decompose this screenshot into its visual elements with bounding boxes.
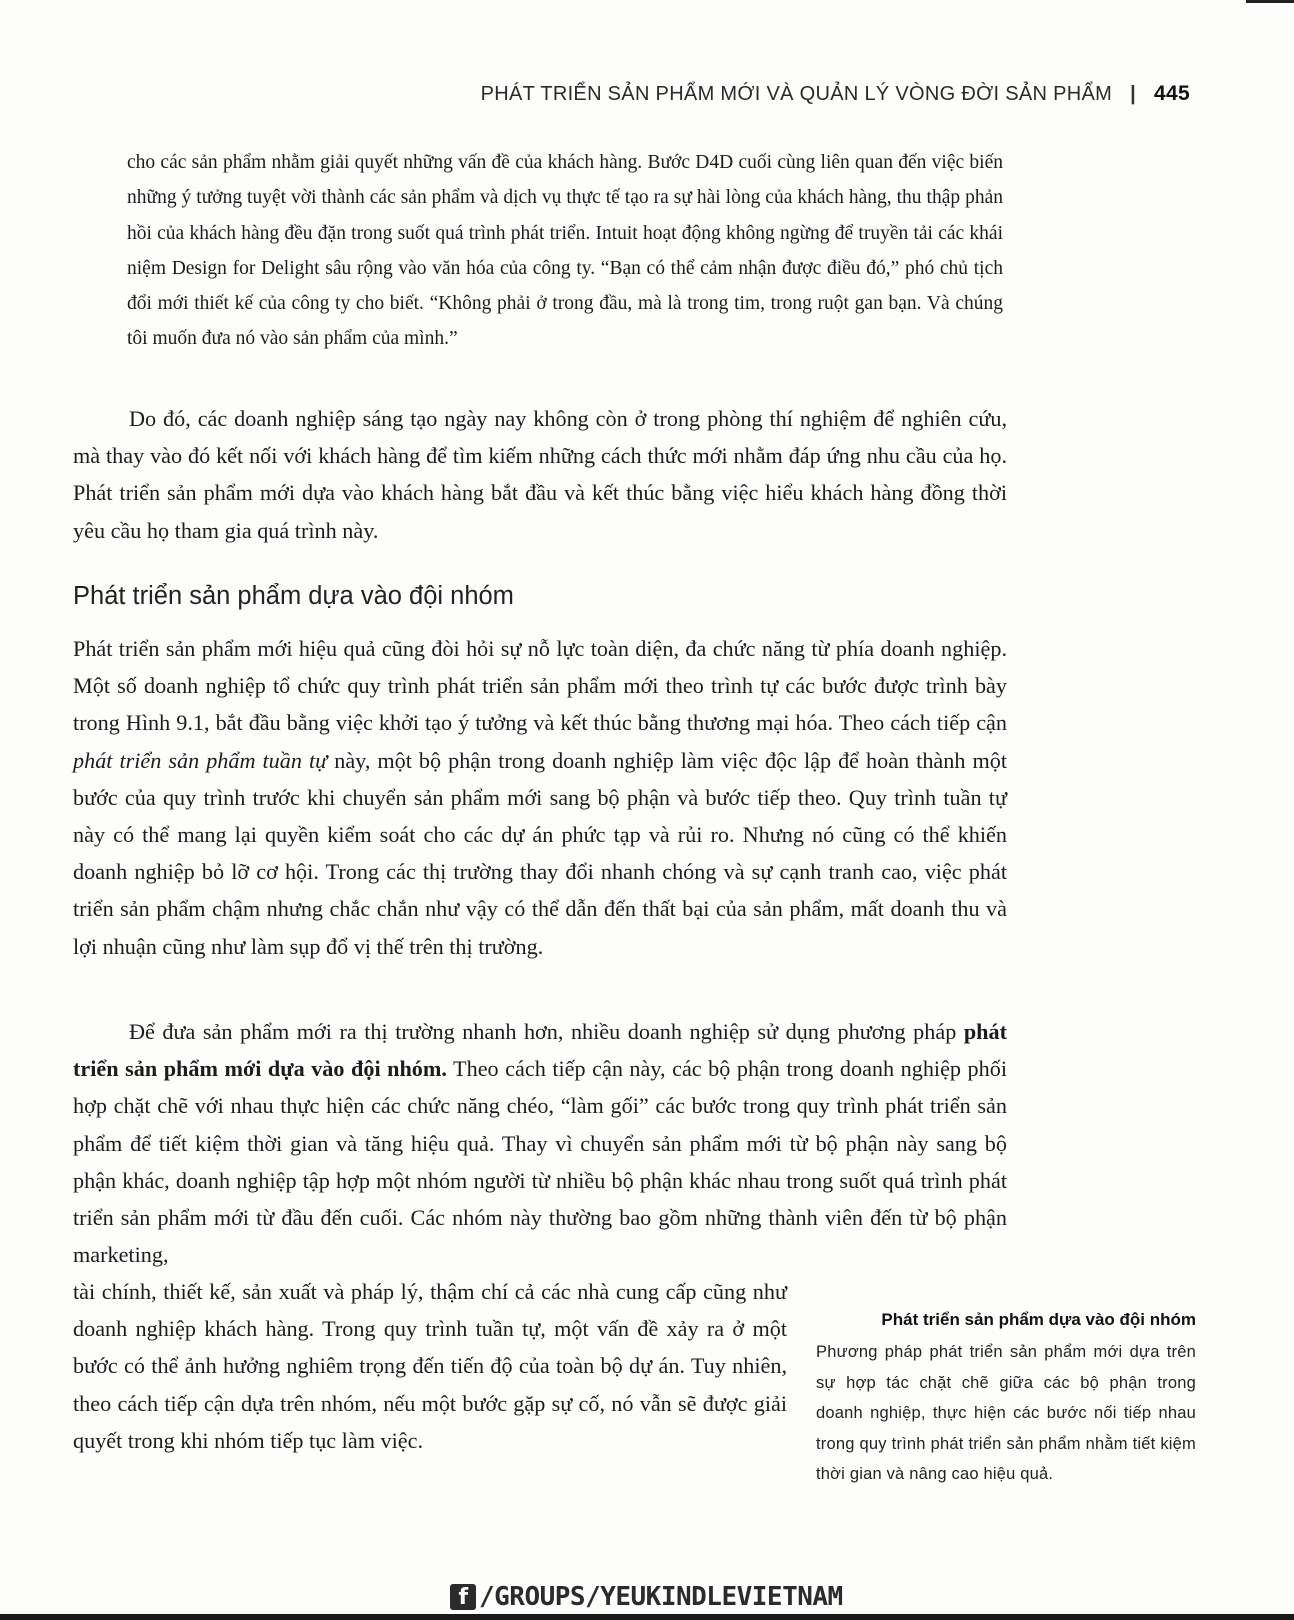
paragraph-3-text-end: này, một bộ phận trong doanh nghiệp làm việc độc lập để hoàn thành một bước của quy trình trước khi chuyển sản phẩm mới sang bộ phận và bước tiếp theo. Quy trình tuần tự này có thể mang lại quyền kiểm soát cho các dự án phức tạp và rủi ro. Nhưng nó cũng có thể khiến doanh nghiệp bỏ lỡ cơ hội. Trong các thị trường thay đổi nhanh chóng và sự cạnh tranh cao, việc phát triển sản phẩm chậm nhưng chắc chắn như vậy có thể dẫn đến thất bại của sản phẩm, mất doanh thu và lợi nhuận cũng như làm sụp đổ vị thế trên thị trường.: [73, 747, 1007, 959]
body-paragraph-3: [73, 630, 1007, 965]
header-separator: |: [1130, 82, 1137, 105]
body-paragraph-4-continuation: tài chính, thiết kế, sản xuất và pháp lý, thậm chí cả các nhà cung cấp cũng như doanh nghiệp khách hàng. Trong quy trình tuần tự, một vấn đề xảy ra ở một bước có thể ảnh hưởng nghiêm trọng đến tiến độ của toàn bộ dự án. Tuy nhiên, theo cách tiếp cận dựa trên nhóm, nếu một bước gặp sự cố, nó vẫn sẽ được giải quyết trong khi nhóm tiếp tục làm việc.: [73, 1279, 787, 1453]
key-term-team-based: phát triển sản phẩm mới dựa vào đội nhóm.: [73, 1019, 1007, 1082]
section-heading: Phát triển sản phẩm dựa vào đội nhóm: [73, 582, 514, 610]
margin-definition: [816, 1307, 1196, 1490]
paragraph-3-text-start: Phát triển sản phẩm mới hiệu quả cũng đòi hỏi sự nỗ lực toàn diện, đa chức năng từ phía doanh nghiệp. Một số doanh nghiệp tổ chức quy trình phát triển sản phẩm mới theo trình tự các bước được trình bày trong Hình 9.1, bắt đầu bằng việc khởi tạo ý tưởng và kết thúc bằng thương mại hóa. Theo cách tiếp cận: [73, 636, 1007, 736]
watermark: [450, 1582, 843, 1612]
paragraph-4-text-start: Để đưa sản phẩm mới ra thị trường nhanh hơn, nhiều doanh nghiệp sử dụng phương pháp: [129, 1019, 964, 1044]
key-term-sequential: phát triển sản phẩm tuần tự: [73, 747, 328, 773]
paragraph-4-text-end: Theo cách tiếp cận này, các bộ phận trong doanh nghiệp phối hợp chặt chẽ với nhau thực hiện các chức năng chéo, “làm gối” các bước trong quy trình phát triển sản phẩm để tiết kiệm thời gian và tăng hiệu quả. Thay vì chuyển sản phẩm mới từ bộ phận này sang bộ phận khác, doanh nghiệp tập hợp một nhóm người từ nhiều bộ phận khác nhau trong suốt quá trình phát triển sản phẩm mới từ đầu đến cuối. Các nhóm này thường bao gồm những thành viên đến từ bộ phận marketing,: [73, 1056, 1007, 1268]
body-paragraph-4: [73, 1013, 1007, 1273]
page-number: 445: [1154, 82, 1190, 105]
definition-term: Phát triển sản phẩm dựa vào đội nhóm: [881, 1310, 1196, 1329]
continued-paragraph: cho các sản phẩm nhằm giải quyết những vấn đề của khách hàng. Bước D4D cuối cùng liên quan đến việc biến những ý tưởng tuyệt vời thành các sản phẩm và dịch vụ thực tế tạo ra sự hài lòng của khách hàng, thu thập phản hồi của khách hàng đều đặn trong suốt quá trình phát triển. Intuit hoạt động không ngừng để truyền tải các khái niệm Design for Delight sâu rộng vào văn hóa của công ty. “Bạn có thể cảm nhận được điều đó,” phó chủ tịch đổi mới thiết kế của công ty cho biết. “Không phải ở trong đầu, mà là trong tim, trong ruột gan bạn. Và chúng tôi muốn đưa nó vào sản phẩm của mình.”: [127, 152, 1003, 350]
watermark-text: /GROUPS/YEUKINDLEVIETNAM: [479, 1582, 843, 1612]
chapter-title: PHÁT TRIỂN SẢN PHẨM MỚI VÀ QUẢN LÝ VÒNG ĐỜI SẢN PHẨM: [480, 82, 1113, 105]
edge-mark: [1246, 0, 1294, 3]
facebook-icon: f: [450, 1584, 476, 1610]
definition-text: Phương pháp phát triển sản phẩm mới dựa trên sự hợp tác chặt chẽ giữa các bộ phận trong doanh nghiệp, thực hiện các bước nối tiếp nhau trong quy trình phát triển sản phẩm nhằm tiết kiệm thời gian và nâng cao hiệu quả.: [816, 1343, 1196, 1484]
running-header: [481, 82, 1190, 106]
body-paragraph-2: Do đó, các doanh nghiệp sáng tạo ngày nay không còn ở trong phòng thí nghiệm để nghiên cứu, mà thay vào đó kết nối với khách hàng để tìm kiếm những cách thức mới nhằm đáp ứng nhu cầu của họ. Phát triển sản phẩm mới dựa vào khách hàng bắt đầu và kết thúc bằng việc hiểu khách hàng đồng thời yêu cầu họ tham gia quá trình này.: [73, 406, 1007, 543]
bottom-rule: [0, 1614, 1294, 1620]
